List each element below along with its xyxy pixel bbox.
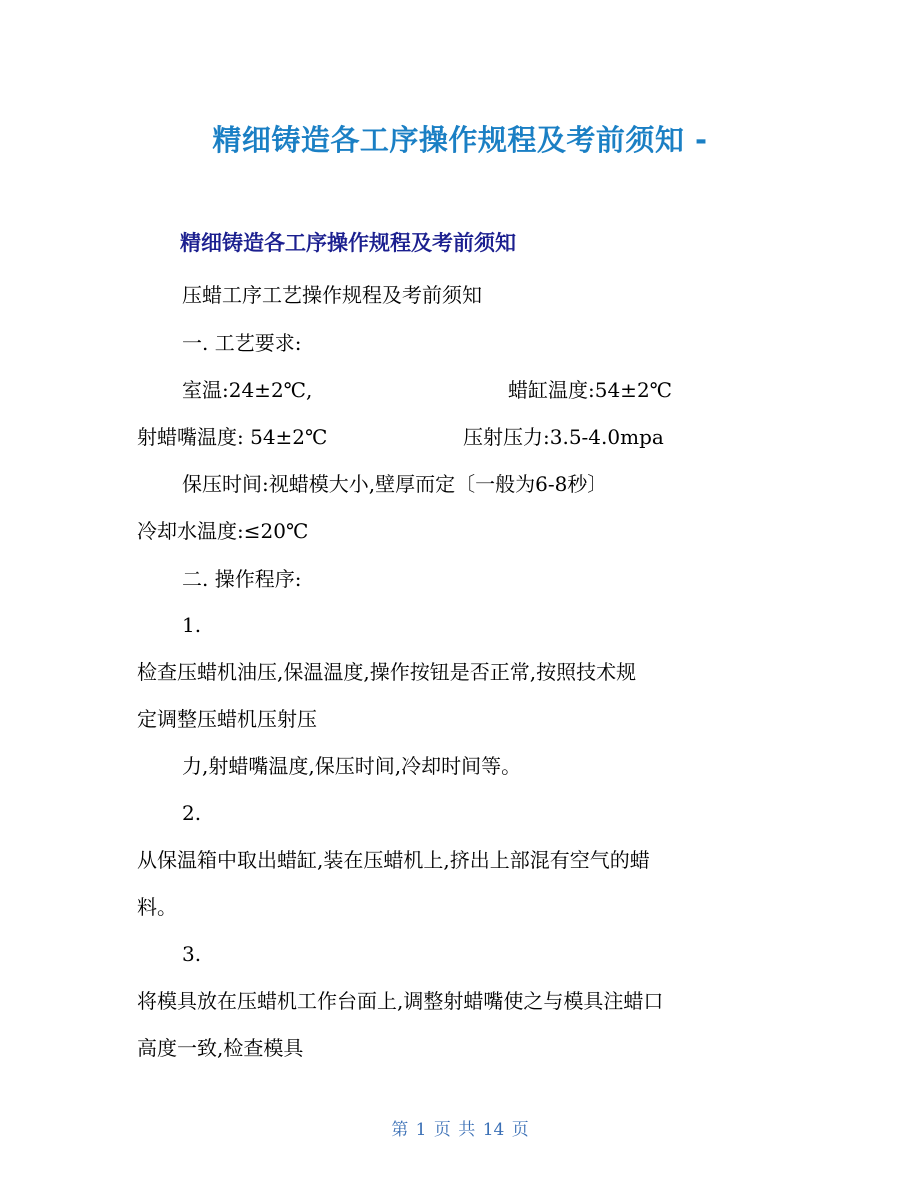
step-1-line-1: 检查压蜡机油压,保温温度,操作按钮是否正常,按照技术规 — [137, 660, 637, 684]
document-subtitle: 精细铸造各工序操作规程及考前须知 — [180, 231, 516, 255]
room-temperature: 室温:24±2℃, — [182, 378, 313, 402]
step-2-number: 2. — [182, 801, 202, 825]
step-3-line-1: 将模具放在压蜡机工作台面上,调整射蜡嘴使之与模具注蜡口 — [137, 989, 664, 1013]
step-3-line-2: 高度一致,检查模具 — [137, 1036, 304, 1060]
hold-time: 保压时间:视蜡模大小,壁厚而定〔一般为6-8秒〕 — [182, 472, 608, 496]
section-heading: 压蜡工序工艺操作规程及考前须知 — [182, 283, 482, 307]
step-1-line-3: 力,射蜡嘴温度,保压时间,冷却时间等。 — [182, 754, 522, 778]
step-2-line-1: 从保温箱中取出蜡缸,装在压蜡机上,挤出上部混有空气的蜡 — [137, 848, 650, 872]
step-2-line-2: 料。 — [137, 895, 177, 919]
page-title: 精细铸造各工序操作规程及考前须知 - — [212, 123, 708, 157]
section-1-heading: 一. 工艺要求: — [182, 331, 302, 355]
step-1-number: 1. — [182, 613, 202, 637]
wax-tank-temperature: 蜡缸温度:54±2℃ — [508, 378, 673, 402]
section-2-heading: 二. 操作程序: — [182, 567, 302, 591]
step-3-number: 3. — [182, 942, 202, 966]
injection-pressure: 压射压力:3.5-4.0mpa — [463, 425, 664, 449]
step-1-line-2: 定调整压蜡机压射压 — [137, 707, 317, 731]
nozzle-temperature: 射蜡嘴温度: 54±2℃ — [137, 425, 328, 449]
page-number: 第 1 页 共 14 页 — [391, 1120, 529, 1140]
cooling-water-temperature: 冷却水温度:≤20℃ — [137, 519, 309, 543]
